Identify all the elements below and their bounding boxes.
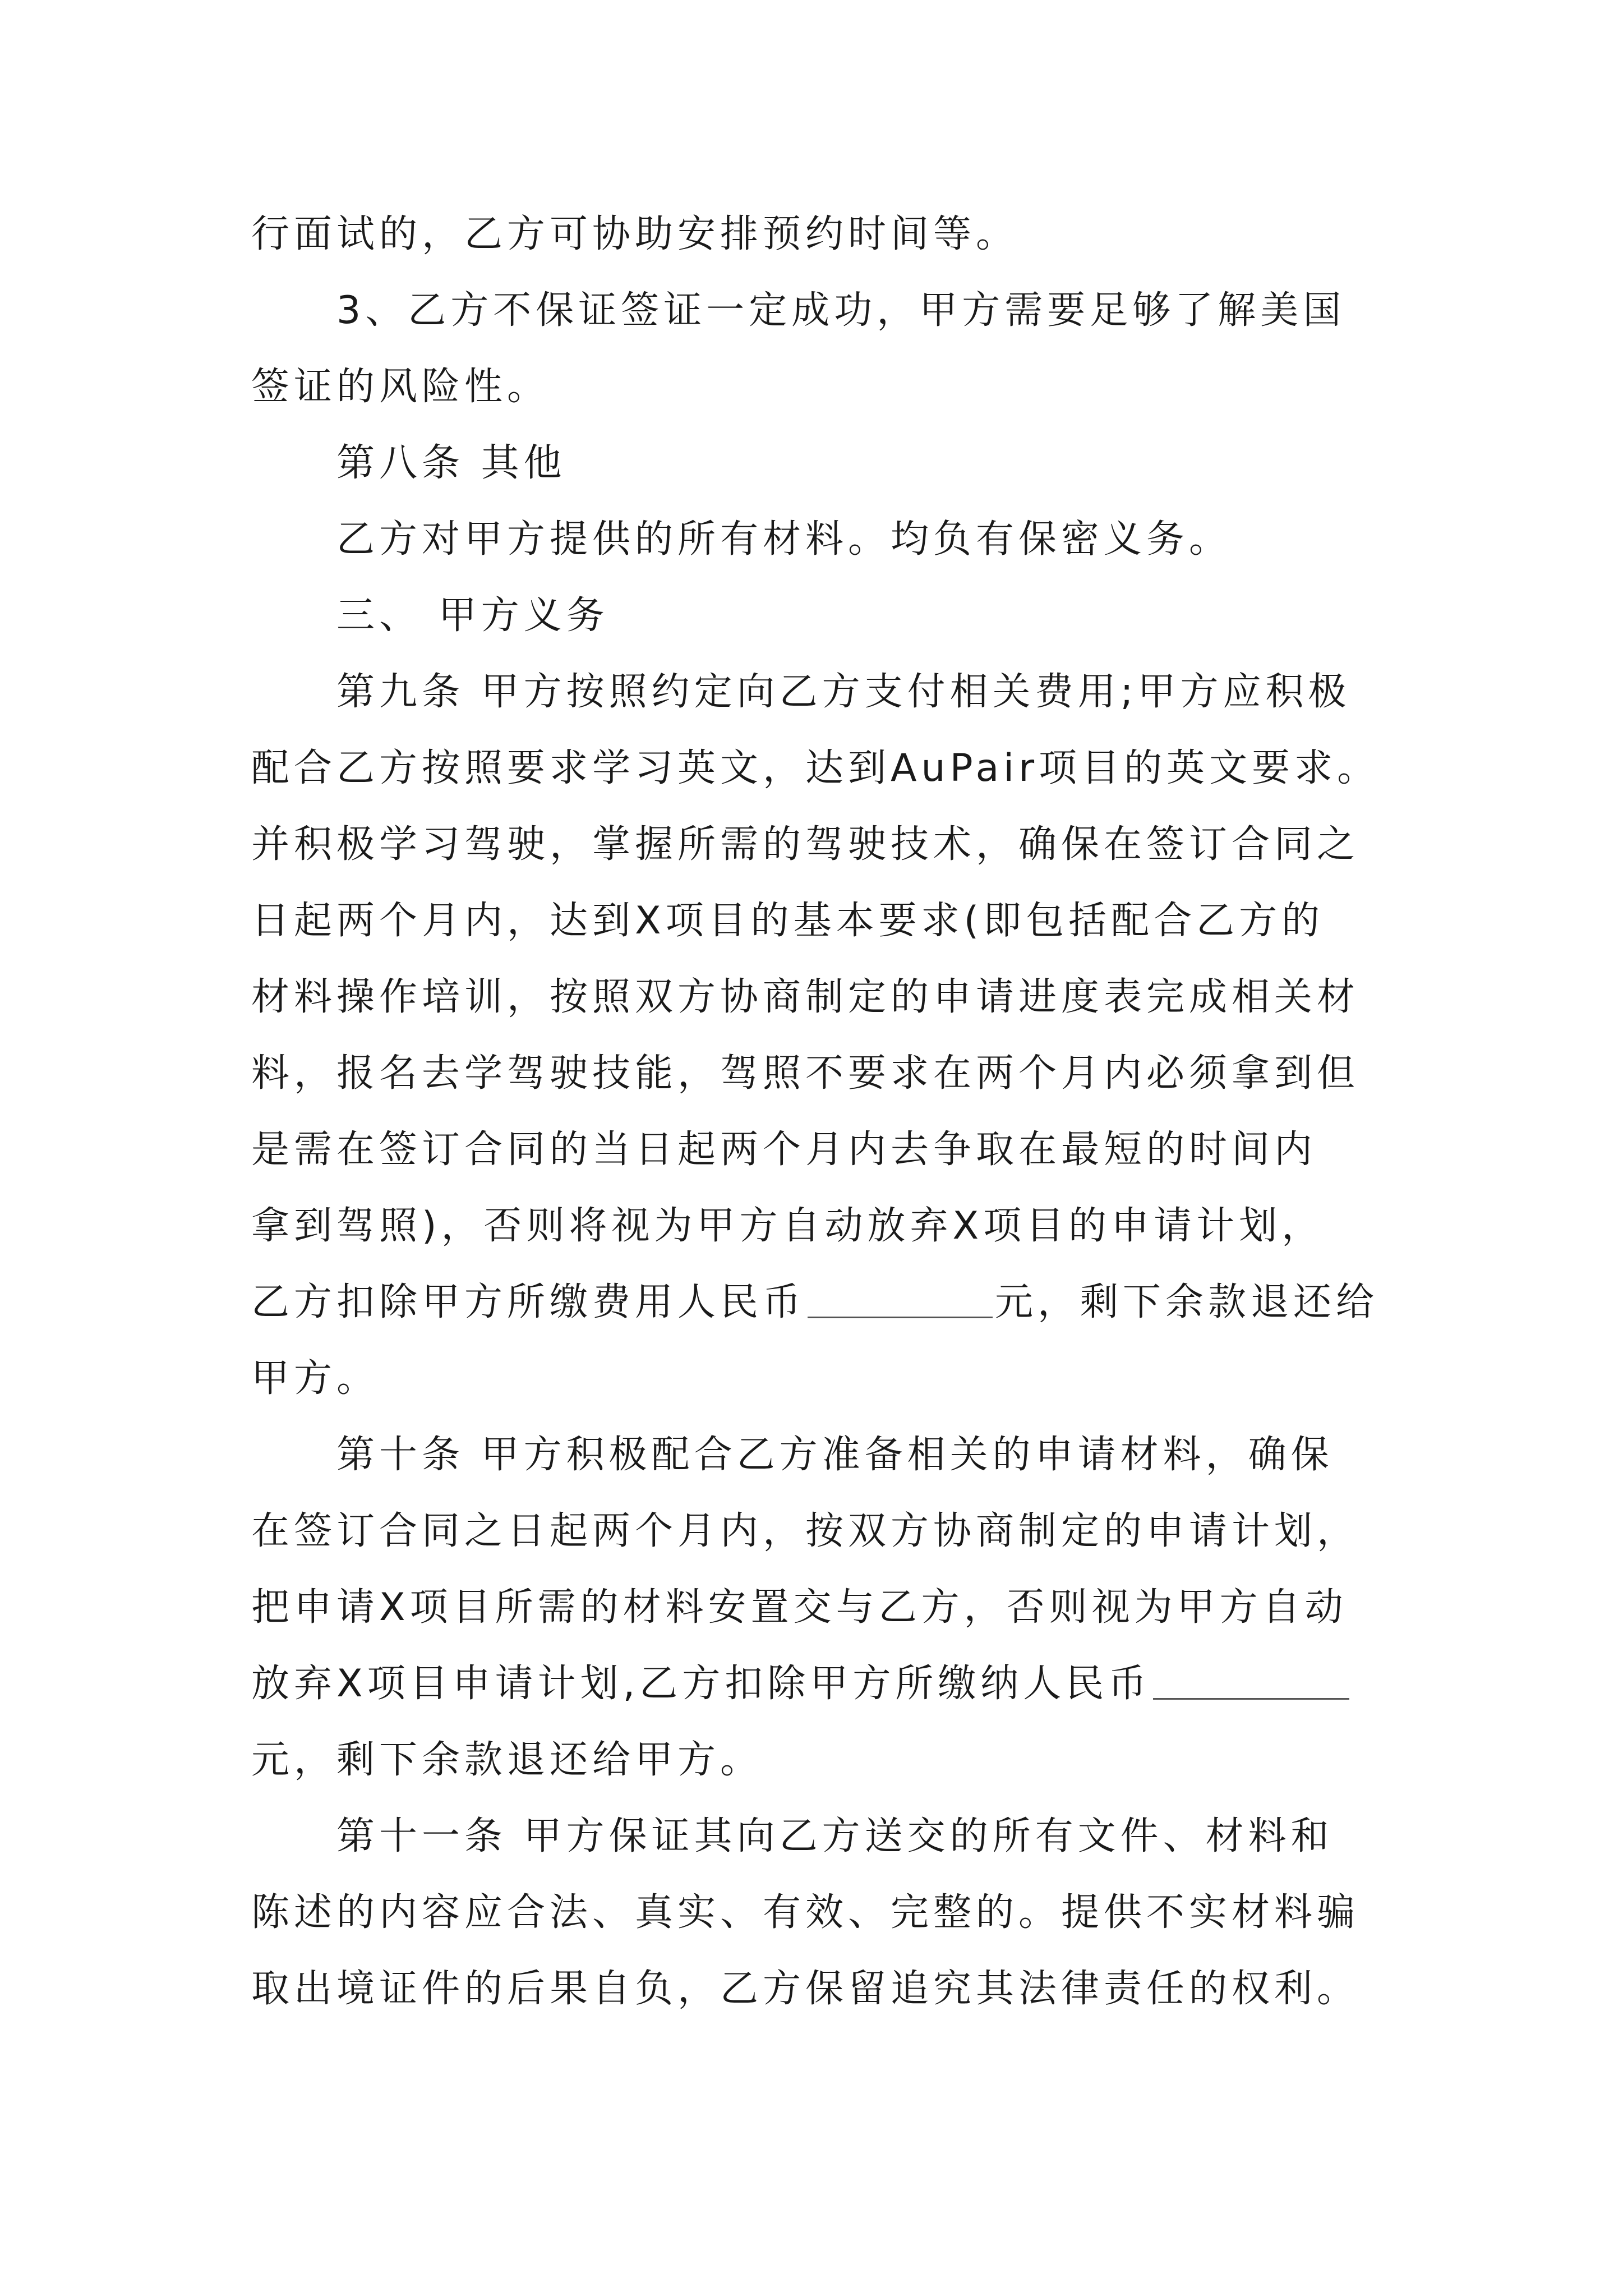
paragraph-line: 日起两个月内，达到X项目的基本要求(即包括配合乙方的	[251, 899, 1325, 943]
article-9-start: 第九条 甲方按照约定向乙方支付相关费用;甲方应积极	[336, 670, 1351, 714]
paragraph-line: 材料操作培训，按照双方协商制定的申请进度表完成相关材	[251, 975, 1360, 1019]
fee-deduction-line	[251, 1264, 1378, 1341]
fee-deduction-text: 乙方扣除甲方所缴费用人民币	[251, 1280, 806, 1324]
amount-blank-field	[808, 1277, 993, 1318]
refund-text: 元，剩下余款退还给	[995, 1280, 1379, 1324]
paragraph-line: 元，剩下余款退还给甲方。	[251, 1738, 763, 1782]
paragraph-line: 签证的风险性。	[251, 365, 550, 409]
paragraph-line: 把申请X项目所需的材料安置交与乙方，否则视为甲方自动	[251, 1585, 1348, 1630]
article-8-heading: 第八条 其他	[336, 441, 566, 485]
clause-3-visa-risk: 3、乙方不保证签证一定成功，甲方需要足够了解美国	[336, 288, 1346, 333]
article-10-start: 第十条 甲方积极配合乙方准备相关的申请材料，确保	[336, 1433, 1334, 1477]
paragraph-line: 取出境证件的后果自负，乙方保留追究其法律责任的权利。	[251, 1967, 1360, 2011]
document-body	[251, 196, 1378, 2027]
amount-blank-field	[1153, 1659, 1349, 1700]
paragraph-line: 行面试的，乙方可协助安排预约时间等。	[251, 212, 1019, 256]
section-3-heading: 三、 甲方义务	[336, 593, 609, 638]
paragraph-line: 并积极学习驾驶，掌握所需的驾驶技术，确保在签订合同之	[251, 822, 1360, 867]
fee-deduction-text: 放弃X项目申请计划,乙方扣除甲方所缴纳人民币	[251, 1662, 1151, 1706]
paragraph-line: 甲方。	[251, 1356, 380, 1401]
paragraph-line: 配合乙方按照要求学习英文，达到AuPair项目的英文要求。	[251, 746, 1380, 790]
fee-deduction-line	[251, 1646, 1378, 1722]
paragraph-line: 陈述的内容应合法、真实、有效、完整的。提供不实材料骗	[251, 1890, 1360, 1935]
paragraph-line: 拿到驾照)，否则将视为甲方自动放弃X项目的申请计划，	[251, 1204, 1325, 1248]
article-11-start: 第十一条 甲方保证其向乙方送交的所有文件、材料和	[336, 1814, 1334, 1858]
confidentiality-clause: 乙方对甲方提供的所有材料。均负有保密义务。	[336, 517, 1232, 562]
paragraph-line: 料，报名去学驾驶技能，驾照不要求在两个月内必须拿到但	[251, 1051, 1360, 1096]
paragraph-line: 在签订合同之日起两个月内，按双方协商制定的申请计划，	[251, 1509, 1360, 1553]
paragraph-line: 是需在签订合同的当日起两个月内去争取在最短的时间内	[251, 1128, 1317, 1172]
